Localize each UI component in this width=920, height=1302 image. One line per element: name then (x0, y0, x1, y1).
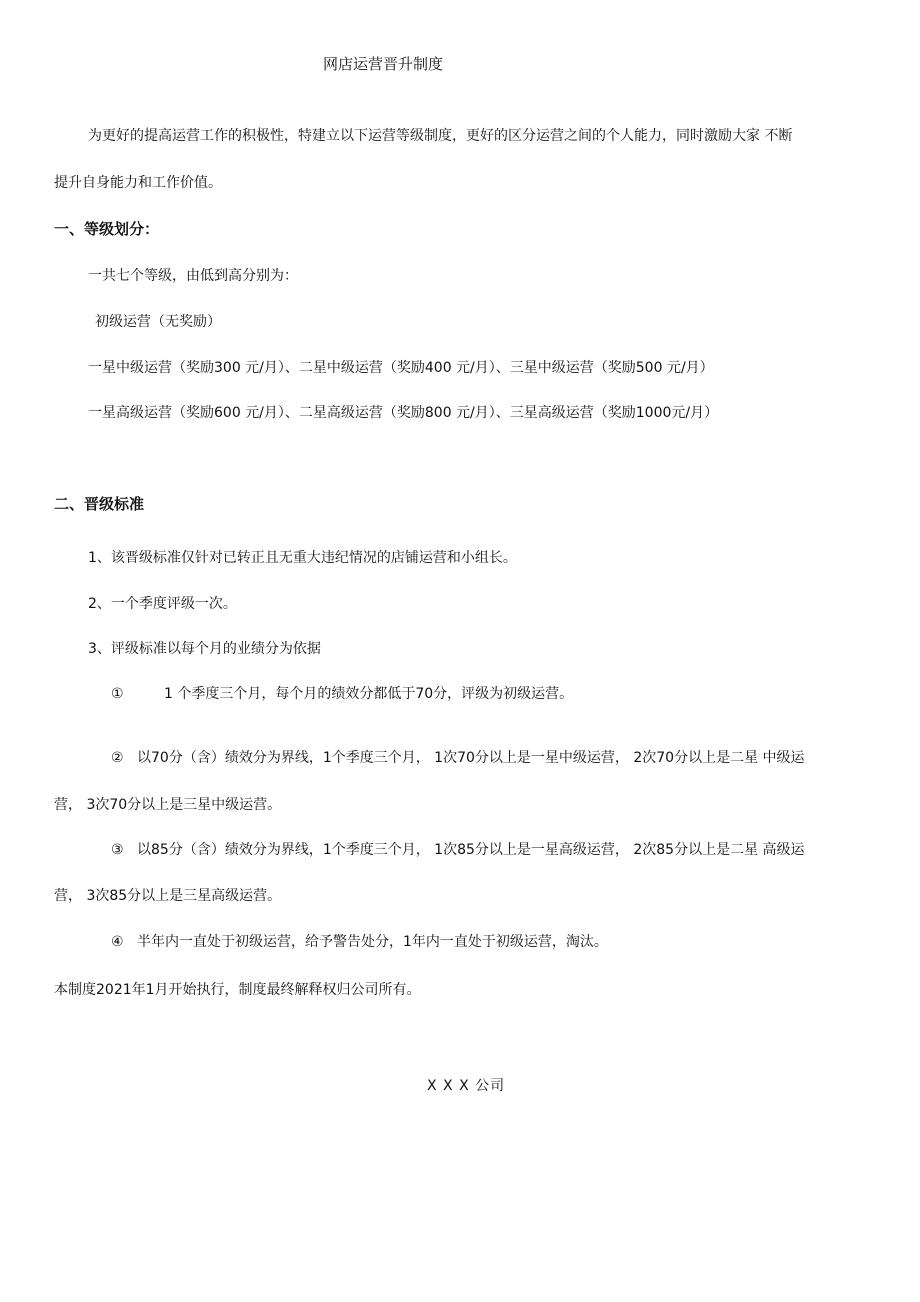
document-title: 网店运营晋升制度 (323, 55, 444, 73)
footer-note: 本制度2021年1月开始执行，制度最终解释权归公司所有。 (54, 982, 421, 998)
rule-3: 3、评级标准以每个月的业绩分为依据 (88, 641, 321, 657)
company-signature: X X X 公司 (427, 1078, 506, 1094)
section1-heading: 一、等级划分： (54, 220, 160, 238)
intro-line-2: 提升自身能力和工作价值。 (54, 175, 222, 191)
item-4-marker: ④ (111, 934, 124, 950)
levels-middle: 一星中级运营（奖励300 元/月）、二星中级运营（奖励400 元/月）、三星中级运营（奖励500 元/月） (88, 360, 714, 376)
item-2-line-2: 营， 3次70分以上是三星中级运营。 (54, 797, 282, 813)
intro-line-1: 为更好的提高运营工作的积极性，特建立以下运营等级制度，更好的区分运营之间的个人能力，同时激励大家 不断 (88, 128, 793, 144)
rule-1: 1、该晋级标准仅针对已转正且无重大违纪情况的店铺运营和小组长。 (88, 550, 517, 566)
item-1-text: 1 个季度三个月，每个月的绩效分都低于70分，评级为初级运营。 (164, 686, 574, 702)
level-junior: 初级运营（无奖励） (95, 314, 221, 330)
item-3-line-1: 以85分（含）绩效分为界线，1个季度三个月， 1次85分以上是一星高级运营， 2次85分以上是二星 高级运 (137, 842, 805, 858)
item-2-line-1: 以70分（含）绩效分为界线，1个季度三个月， 1次70分以上是一星中级运营， 2次70分以上是二星 中级运 (137, 750, 805, 766)
rule-2: 2、一个季度评级一次。 (88, 596, 237, 612)
item-1-marker: ① (111, 686, 124, 702)
section2-heading: 二、晋级标准 (54, 495, 145, 513)
item-3-marker: ③ (111, 842, 124, 858)
levels-senior: 一星高级运营（奖励600 元/月）、二星高级运营（奖励800 元/月）、三星高级运营（奖励1000元/月） (88, 405, 719, 421)
section1-summary: 一共七个等级，由低到高分别为： (88, 268, 298, 284)
item-3-line-2: 营， 3次85分以上是三星高级运营。 (54, 888, 282, 904)
item-4-text: 半年内一直处于初级运营，给予警告处分，1年内一直处于初级运营，淘汰。 (137, 934, 608, 950)
item-2-marker: ② (111, 750, 124, 766)
